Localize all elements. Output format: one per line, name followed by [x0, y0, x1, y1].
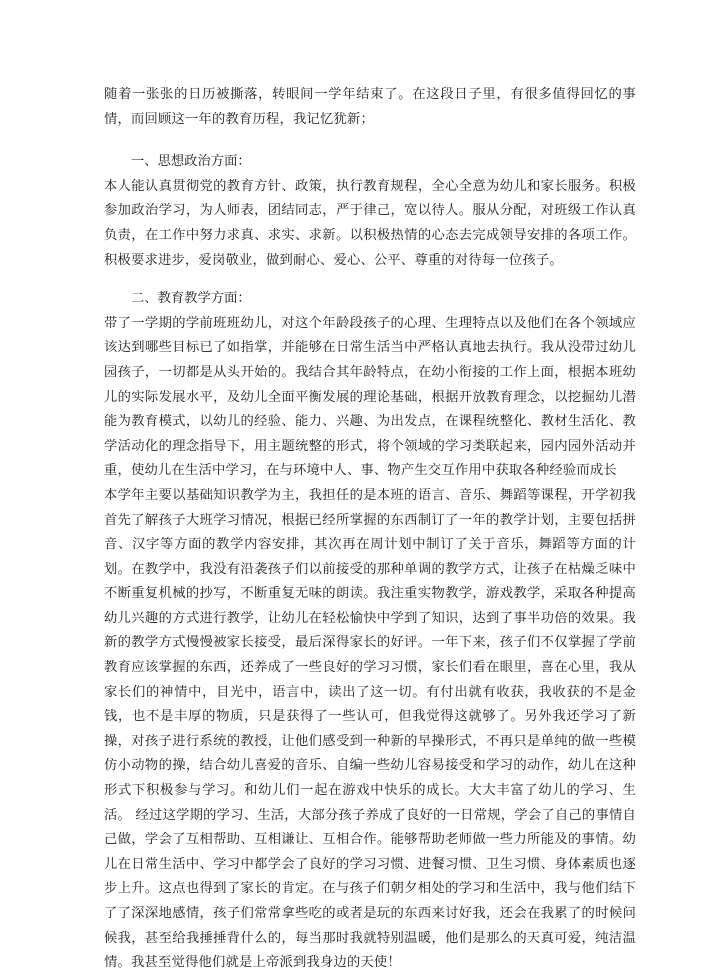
- document-page: [104, 83, 636, 976]
- spacer: [104, 273, 636, 287]
- section-body-political: 本人能认真贯彻党的教育方针、政策，执行教育规程，全心全意为幼儿和家长服务。积极参加政治学习，为人师表，团结同志，严于律己，宽以待人。服从分配，对班级工作认真负责，在工作中努力求真、求实、求新。以积极热情的心态去完成领导安排的各项工作。积极要求进步，爱岗敬业，做到耐心、爱心、公平、尊重的对待每一位孩子。: [104, 178, 636, 268]
- section-heading-political: 一、思想政治方面：: [131, 154, 251, 170]
- spacer: [104, 132, 636, 150]
- section-body-teaching-2: 本学年主要以基础知识教学为主，我担任的是本班的语言、音乐、舞蹈等课程，开学初我首先了解孩子大班学习情况，根据已经所掌握的东西制订了一年的教学计划，主要包括拼音、汉字等方面的教学内容安排，其次再在周计划中制订了关于音乐，舞蹈等方面的计划。在教学中，我没有沿袭孩子们以前接受的那种单调的教学方式，让孩子在枯燥乏味中不断重复机械的抄写，不断重复无味的朗读。我注重实物教学，游戏教学，采取各种提高幼儿兴趣的方式进行教学，让幼儿在轻松愉快中学到了知识，达到了事半功倍的效果。我新的教学方式慢慢被家长接受，最后深得家长的好评。一年下来，孩子们不仅掌握了学前教育应该掌握的东西，还养成了一些良好的学习习惯，家长们看在眼里，喜在心里，我从家长们的神情中，目光中，语言中，读出了这一切。有付出就有收获，我收获的不是金钱，也不是丰厚的物质，只是获得了一些认可，但我觉得这就够了。另外我还学习了新操，对孩子进行系统的教授，让他们感受到一种新的早操形式，不再只是单纯的做一些模仿小动物的操，结合幼儿喜爱的音乐、自编一些幼儿容易接受和学习的动作，幼儿在这种形式下积极参与学习。和幼儿们一起在游戏中快乐的成长。大大丰富了幼儿的学习、生活。 经过这学期的学习、生活，大部分孩子养成了良好的一日常规，学会了自己的事情自己做，学会了互相帮助、互相谦让、互相合作。能够帮助老师做一些力所能及的事情。幼儿在日常生活中、学习中都学会了良好的学习习惯、进餐习惯、卫生习惯、身体素质也逐步上升。这点也得到了家长的肯定。在与孩子们朝夕相处的学习和生活中，我与他们结下了了深深地感情，孩子们常常拿些吃的或者是玩的东西来讨好我，还会在我累了的时候问候我，甚至给我捶捶背什么的，每当那时我就特别温暖，他们是那么的天真可爱，纯洁温情。我甚至觉得他们就是上帝派到我身边的天使！: [104, 487, 636, 971]
- intro-paragraph: 随着一张张的日历被撕落，转眼间一学年结束了。在这段日子里，有很多值得回忆的事情，而回顾这一年的教育历程，我记忆犹新；: [104, 87, 636, 127]
- section-heading-teaching: 二、教育教学方面：: [131, 291, 251, 307]
- section-body-teaching-1: 带了一学期的学前班班幼儿，对这个年龄段孩子的心理、生理特点以及他们在各个领域应该达到哪些目标已了如指掌，并能够在日常生活当中严格认真地去执行。我从没带过幼儿园孩子，一切都是从头开始的。我结合其年龄特点，在幼小衔接的工作上面，根据本班幼儿的实际发展水平，及幼儿全面平衡发展的理论基础，根据开放教育理念，以挖掘幼儿潜能为教育模式，以幼儿的经验、能力、兴趣、为出发点，在课程统整化、教材生活化、教学活动化的理念指导下，用主题统整的形式，将个领域的学习类联起来，园内园外活动并重，使幼儿在生活中学习，在与环境中人、事、物产生交互作用中获取各种经验而成长: [104, 315, 636, 479]
